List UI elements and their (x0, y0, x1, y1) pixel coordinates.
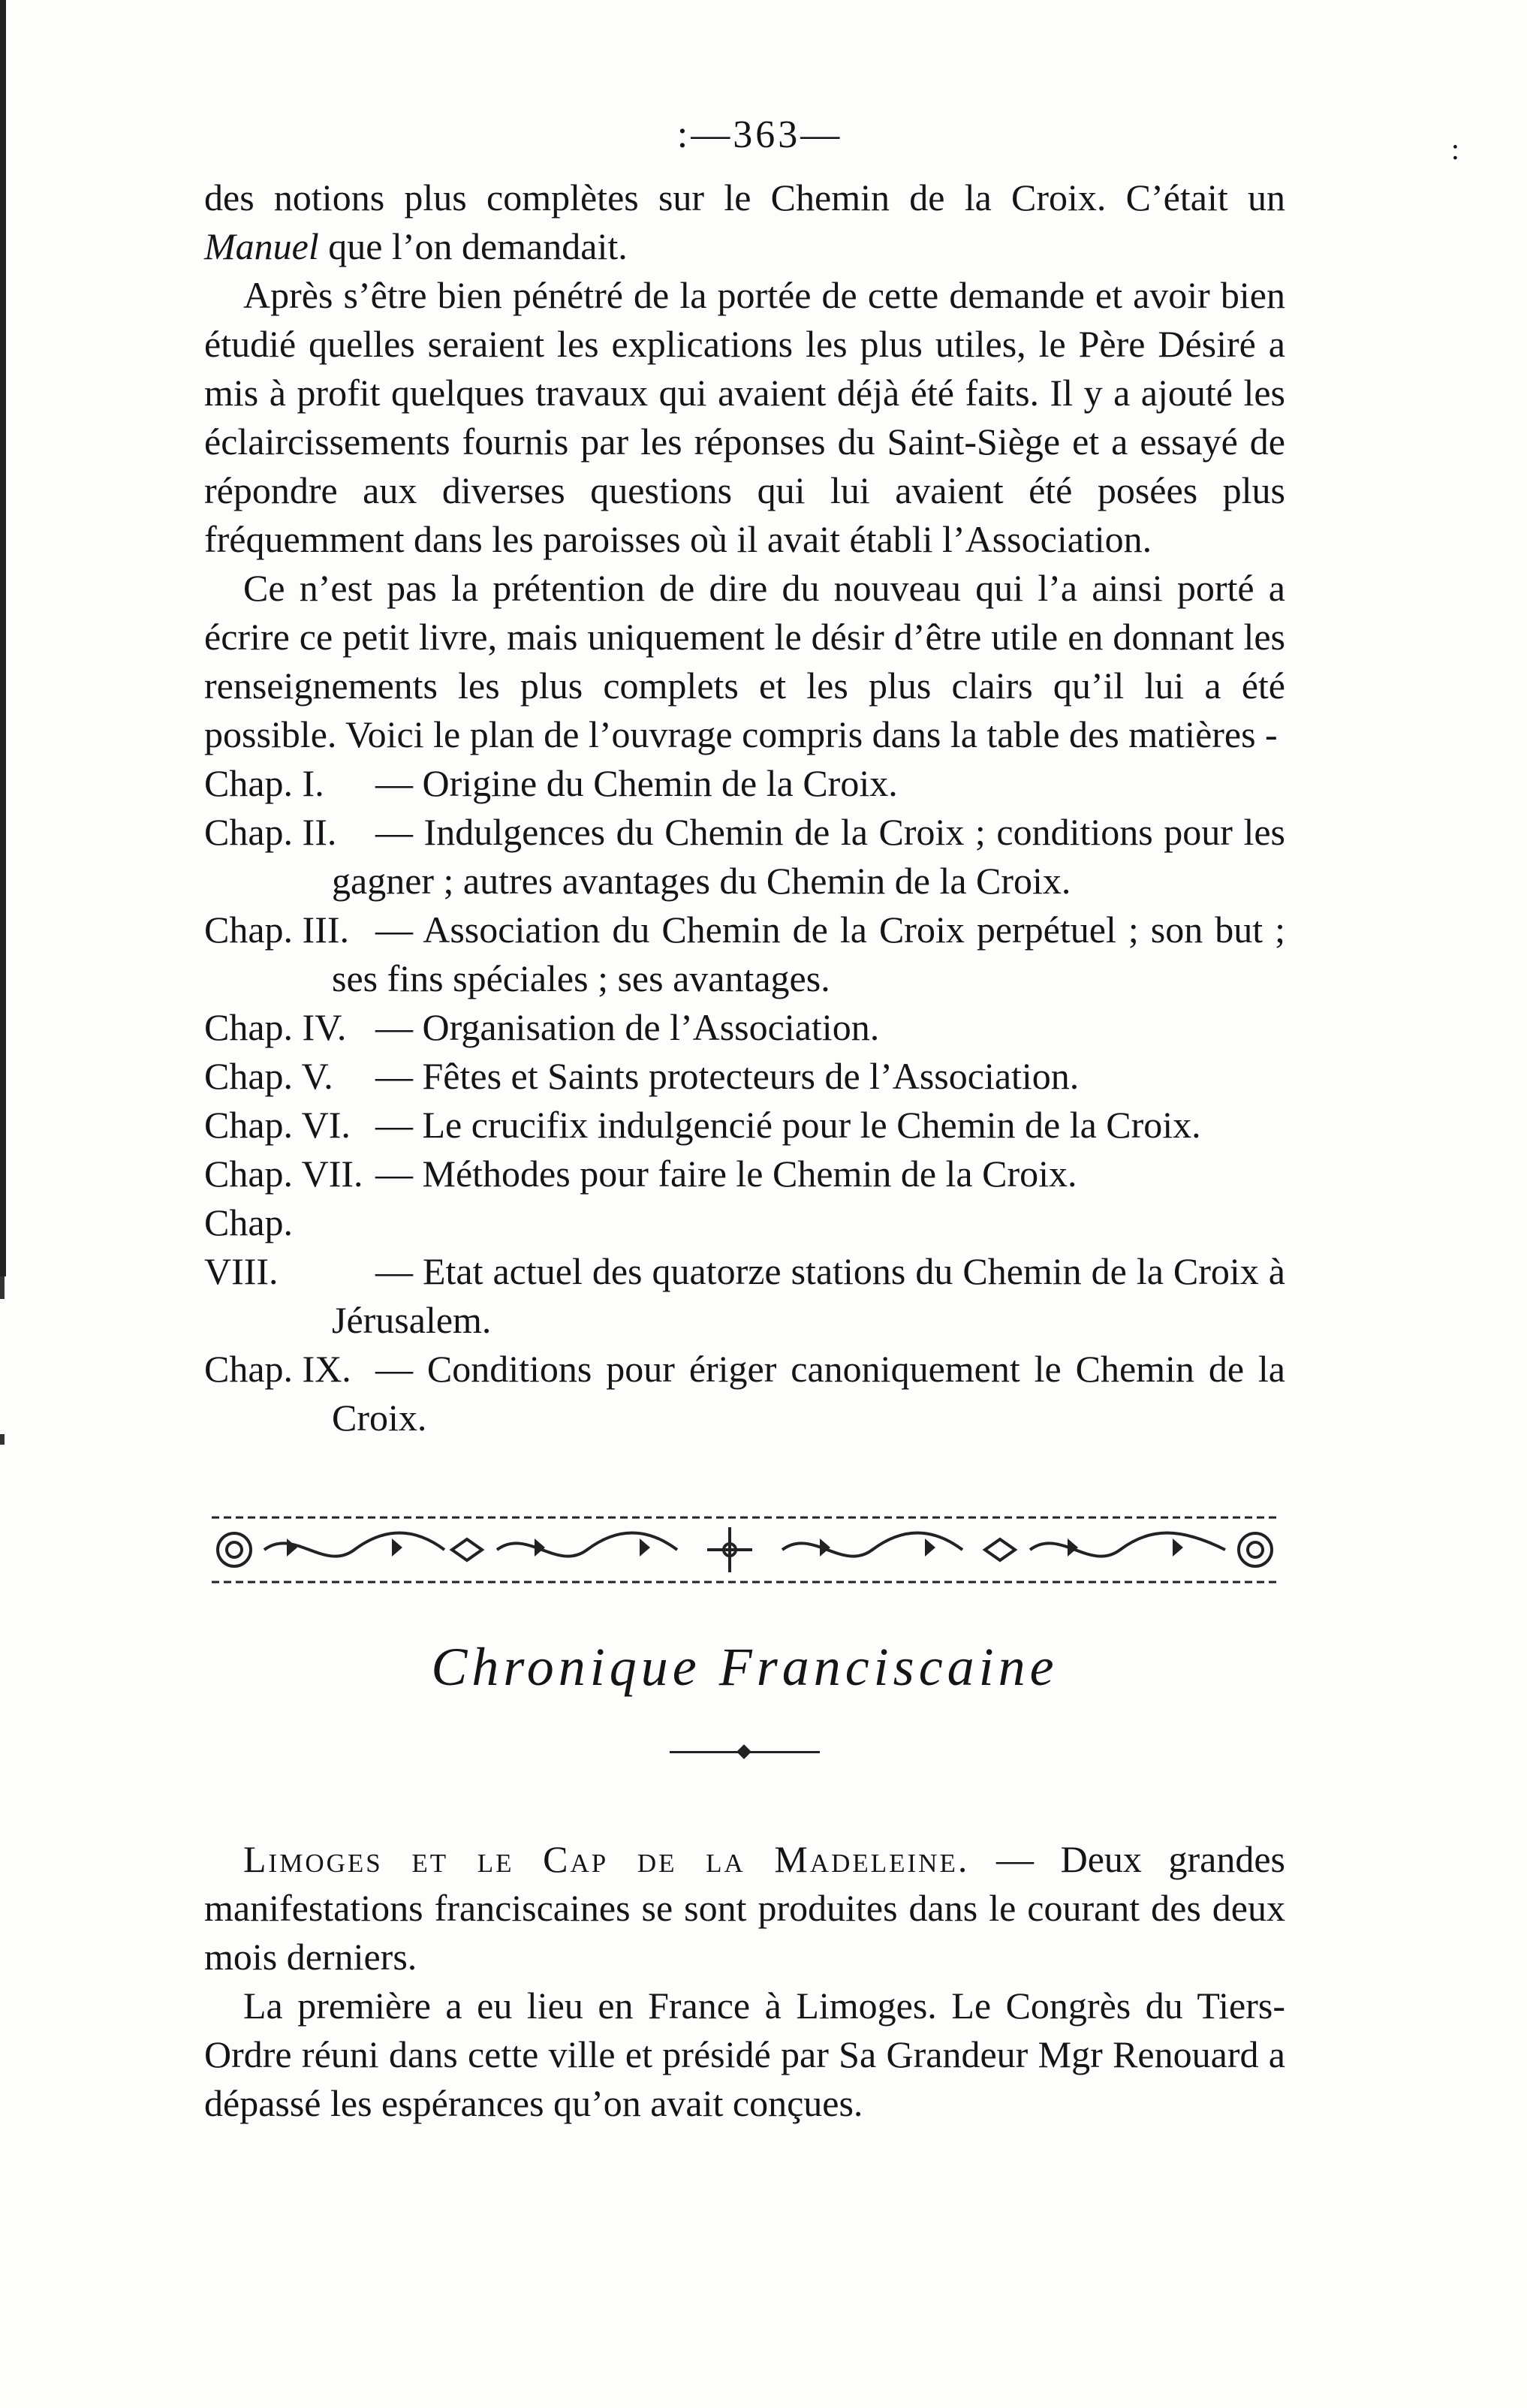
chapter-label: Chap. IX. (204, 1348, 351, 1390)
chapter-list (204, 759, 1285, 1442)
chronicle-paragraph-2: La première a eu lieu en France à Limoges. Le Congrès du Tiers-Ordre réuni dans cette ville et présidé par Sa Grandeur Mgr Renouard a dépassé les espérances qu’on avait conçues. (204, 1985, 1285, 2124)
chronicle-paragraph-1 (204, 1835, 1285, 1982)
chapter-label: Chap. VII. (204, 1153, 363, 1195)
chapter-label: Chap. I. (204, 762, 324, 804)
chapter-text: — Indulgences du Chemin de la Croix ; conditions pour les gagner ; autres avantages du Chemin de la Croix. (332, 811, 1285, 902)
chapter-item (204, 1101, 1285, 1150)
chapter-item (204, 759, 1285, 808)
chapter-text: — Association du Chemin de la Croix perpétuel ; son but ; ses fins spéciales ; ses avantages. (332, 909, 1285, 999)
page-edge-mark (0, 1276, 5, 1299)
chapter-item (204, 1150, 1285, 1198)
chronicle-p1-text: — Deux grandes manifestations franciscaines se sont produites dans le courant des deux mois derniers. (204, 1838, 1286, 1978)
chapter-item (204, 1003, 1285, 1052)
chapter-text: — Méthodes pour faire le Chemin de la Croix. (375, 1153, 1077, 1195)
chapter-label: Chap. IV. (204, 1006, 347, 1048)
intro-paragraph-2: Après s’être bien pénétré de la portée de cette demande et avoir bien étudié quelles seraient les explications les plus utiles, le Père Désiré a mis à profit quelques travaux qui avaient déjà été faits. Il y a ajouté les éclaircissements fournis par les réponses du Saint-Siège et a essayé de répondre aux diverses questions qui lui avaient été posées plus fréquemment dans les paroisses où il avait établi l’Association. (204, 274, 1285, 560)
decorative-ornament-band (204, 1508, 1285, 1591)
chapter-item (204, 1345, 1285, 1442)
chapter-item (204, 808, 1285, 906)
chapter-text: — Fêtes et Saints protecteurs de l’Association. (375, 1055, 1080, 1097)
page-number: :—363— (676, 113, 843, 156)
intro-p1-text: des notions plus complètes sur le Chemin de la Croix. C’était un (204, 176, 1285, 218)
chapter-text: — Etat actuel des quatorze stations du Chemin de la Croix à Jérusalem. (332, 1250, 1285, 1341)
chapter-label: Chap. VI. (204, 1104, 351, 1146)
title-rule (670, 1743, 820, 1760)
chapter-text: — Conditions pour ériger canoniquement le Chemin de la Croix. (332, 1348, 1285, 1439)
page-content (204, 113, 1285, 2128)
page-edge-mark (0, 1434, 5, 1445)
stray-mark: : (1450, 132, 1459, 166)
chapter-label: Chap. III. (204, 909, 349, 951)
ornament-icon (204, 1508, 1285, 1591)
intro-paragraph-3: Ce n’est pas la prétention de dire du nouveau qui l’a ainsi porté a écrire ce petit livre, mais uniquement le désir d’être utile en donnant les renseignements les plus complets et les plus clairs qu’il lui a été possible. Voici le plan de l’ouvrage compris dans la table des matières - (204, 567, 1285, 755)
manual-italic: Manuel (204, 225, 319, 267)
chapter-item (204, 906, 1285, 1003)
chronicle-heading: Limoges et le Cap de la Madeleine. (243, 1838, 970, 1880)
page-edge-shadow (0, 0, 6, 1276)
intro-p1-end: que l’on demandait. (318, 225, 628, 267)
chapter-text: — Organisation de l’Association. (375, 1006, 880, 1048)
section-title: Chronique Franciscaine (431, 1637, 1059, 1697)
chapter-text: — Le crucifix indulgencié pour le Chemin de la Croix. (375, 1104, 1201, 1146)
intro-paragraph-1 (204, 173, 1285, 271)
chapter-label: Chap. V. (204, 1055, 333, 1097)
rule-diamond-icon (736, 1744, 751, 1759)
chapter-text: — Origine du Chemin de la Croix. (375, 762, 898, 804)
chapter-item (204, 1198, 1285, 1345)
chapter-label: Chap. II. (204, 811, 337, 853)
chapter-label: Chap. VIII. (204, 1201, 294, 1292)
chapter-item (204, 1052, 1285, 1101)
